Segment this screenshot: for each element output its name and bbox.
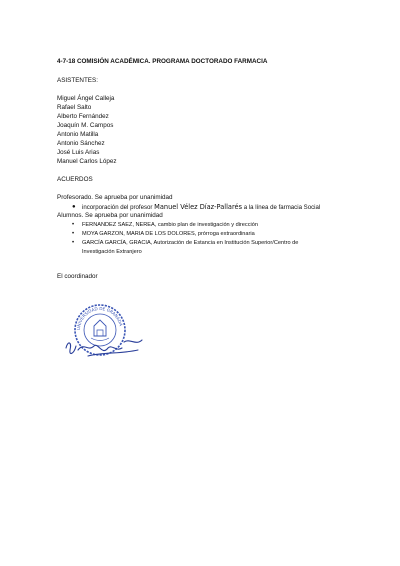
attendee-item: Alberto Fernández	[57, 113, 109, 120]
bullet-icon: •	[72, 231, 75, 237]
incorporation-line	[82, 203, 320, 212]
incorporation-suffix: a la línea de farmacia Social	[242, 204, 321, 211]
seal-text: UNIVERSIDAD DE GRANADA	[75, 305, 124, 331]
agreements-heading: ACUERDOS	[57, 176, 93, 183]
attendee-item: Joaquín M. Campos	[57, 122, 114, 129]
attendee-item: Rafael Salto	[57, 104, 92, 111]
attendee-item: Manuel Carlos López	[57, 158, 117, 165]
student-item: FERNANDEZ SAEZ, NEREA, cambio plan de investigación y dirección	[82, 222, 258, 228]
attendee-item: José Luis Arias	[57, 149, 100, 156]
bullet-icon: •	[72, 222, 75, 228]
student-item-continuation: Investigación Extranjero	[82, 249, 142, 255]
attendee-item: Antonio Matilla	[57, 131, 99, 138]
attendee-item: Miguel Ángel Calleja	[57, 95, 115, 102]
attendees-heading: ASISTENTES:	[57, 77, 98, 84]
signature-label: El coordinador	[57, 273, 98, 280]
student-item: MOYA GARZON, MARIA DE LOS DOLORES, prórroga extraordinaria	[82, 231, 255, 237]
attendee-item: Antonio Sánchez	[57, 140, 105, 147]
professor-name: Manuel Vélez Díaz-Pallarés	[154, 203, 243, 211]
alumnos-line: Alumnos. Se aprueba por unanimidad	[57, 212, 163, 219]
incorporation-prefix: incorporación del profesor	[82, 204, 155, 211]
document-title: 4-7-18 COMISIÓN ACADÉMICA. PROGRAMA DOCTORADO FARMACIA	[57, 58, 268, 65]
bullet-icon: ●	[72, 204, 76, 210]
bullet-icon: •	[72, 240, 75, 246]
profesorado-line: Profesorado. Se aprueba por unanimidad	[57, 194, 173, 201]
university-seal	[58, 290, 158, 370]
student-item: GARCÍA GARCÍA, GRACIA, Autorización de Estancia en Institución Superior/Centro de	[82, 240, 299, 246]
